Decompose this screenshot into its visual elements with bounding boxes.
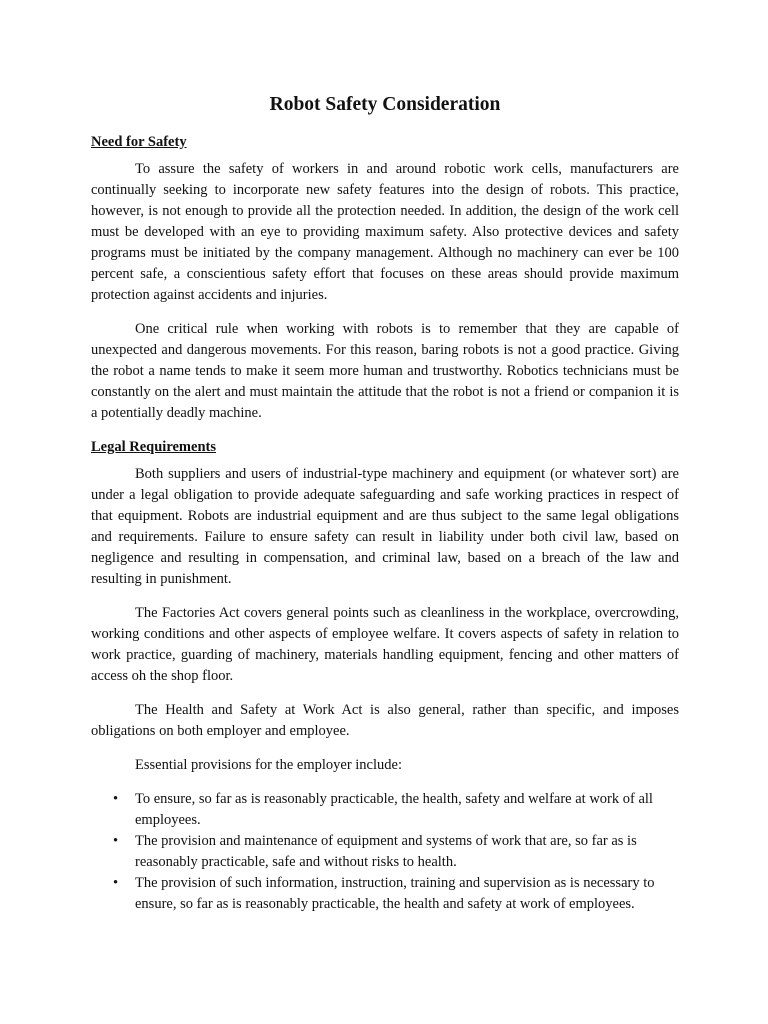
bullet-icon: • bbox=[113, 875, 119, 891]
list-item-text: To ensure, so far as is reasonably practicable, the health, safety and welfare at work of all employees. bbox=[135, 791, 653, 828]
bullet-icon: • bbox=[113, 833, 119, 849]
provisions-list bbox=[91, 789, 679, 915]
list-item bbox=[91, 789, 679, 831]
list-item-text: The provision and maintenance of equipment and systems of work that are, so far as is reasonably practicable, safe and without risks to health. bbox=[135, 833, 637, 870]
list-intro: Essential provisions for the employer include: bbox=[135, 757, 402, 773]
section-need-for-safety bbox=[91, 132, 679, 424]
paragraph: To assure the safety of workers in and around robotic work cells, manufacturers are continually seeking to incorporate new safety features into the design of robots. This practice, however, is not enough to provide all the protection needed. In addition, the design of the work cell must be developed with an eye to providing maximum safety. Also protective devices and safety programs must be initiated by the company management. Although no machinery can ever be 100 percent safe, a conscientious safety effort that focuses on these areas should provide maximum protection against accidents and injuries. bbox=[91, 161, 679, 303]
paragraph: The Health and Safety at Work Act is also general, rather than specific, and imposes obligations on both employer and employee. bbox=[91, 702, 679, 739]
list-item-text: The provision of such information, instruction, training and supervision as is necessary to ensure, so far as is reasonably practicable, the health and safety at work of employees. bbox=[135, 875, 655, 912]
list-item bbox=[91, 873, 679, 915]
section-heading-legal-requirements: Legal Requirements bbox=[91, 439, 216, 455]
section-legal-requirements bbox=[91, 437, 679, 915]
document-title: Robot Safety Consideration bbox=[269, 94, 501, 115]
paragraph: One critical rule when working with robots is to remember that they are capable of unexpected and dangerous movements. For this reason, baring robots is not a good practice. Giving the robot a name tends to make it seem more human and trustworthy. Robotics technicians must be constantly on the alert and must maintain the attitude that the robot is not a friend or companion it is a potentially deadly machine. bbox=[91, 321, 679, 421]
section-heading-need-for-safety: Need for Safety bbox=[91, 134, 187, 150]
paragraph: Both suppliers and users of industrial-type machinery and equipment (or whatever sort) are under a legal obligation to provide adequate safeguarding and safe working practices in respect of that equipment. Robots are industrial equipment and are thus subject to the same legal obligations and requirements. Failure to ensure safety can result in liability under both civil law, based on negligence and resulting in compensation, and criminal law, based on a breach of the law and resulting in punishment. bbox=[91, 466, 679, 587]
bullet-icon: • bbox=[113, 791, 119, 807]
list-item bbox=[91, 831, 679, 873]
paragraph: The Factories Act covers general points such as cleanliness in the workplace, overcrowding, working conditions and other aspects of employee welfare. It covers aspects of safety in relation to work practice, guarding of machinery, materials handling equipment, fencing and other matters of access oh the shop floor. bbox=[91, 605, 679, 684]
